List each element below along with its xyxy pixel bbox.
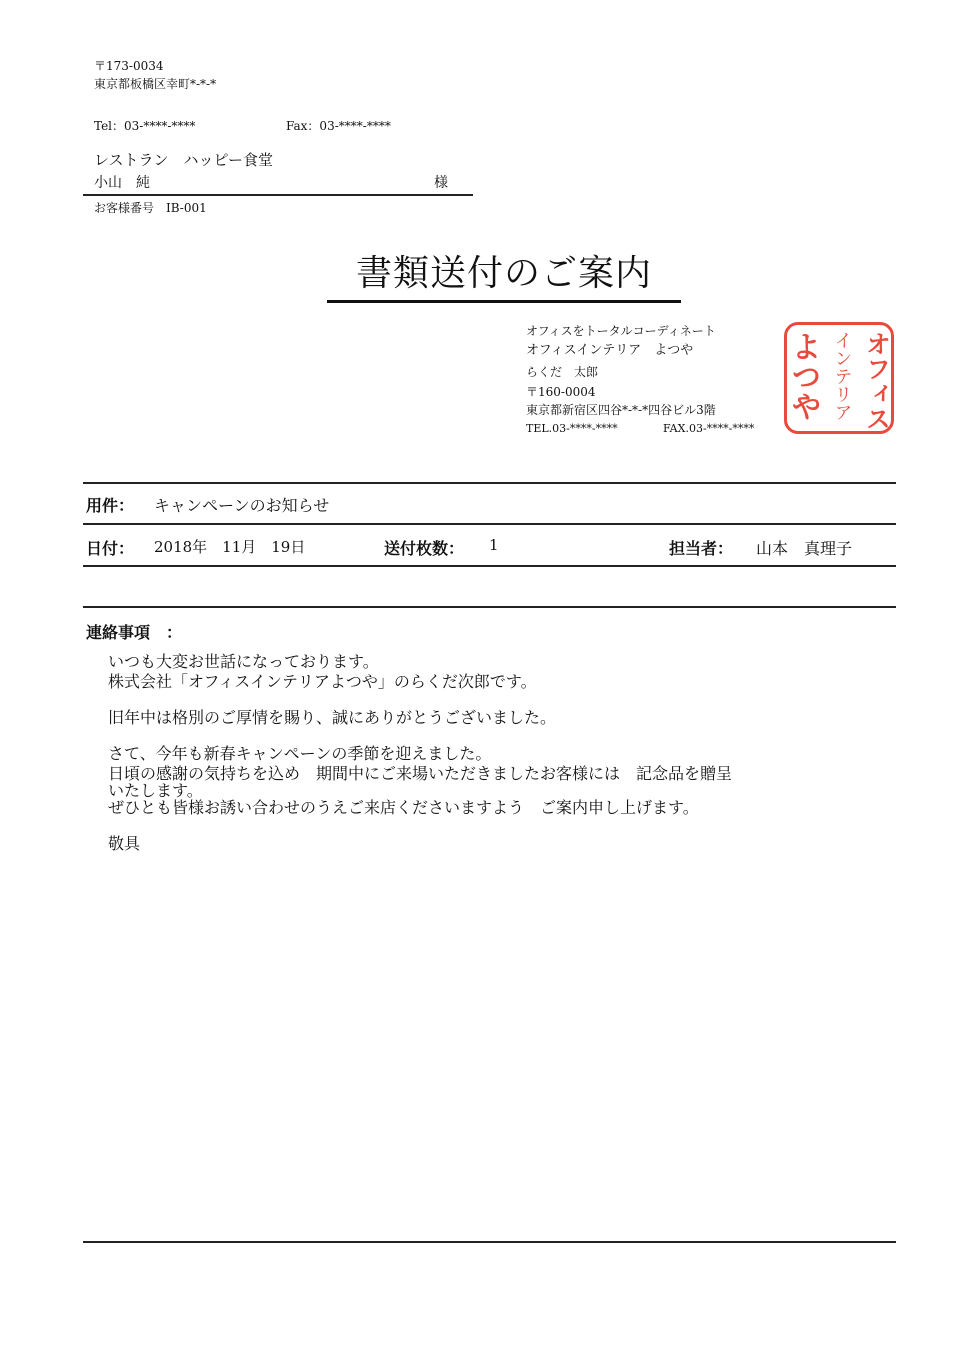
notes-line: 日頃の感謝の気持ちを込め 期間中にご来場いただきましたお客様には 記念品を贈呈 — [108, 764, 733, 783]
notes-line: 敬具 — [108, 834, 141, 853]
divider-notes — [83, 606, 896, 608]
notes-line: ぜひとも皆様お誘い合わせのうえご来店くださいますよう ご案内申し上げます。 — [108, 798, 699, 817]
recipient-company: レストラン ハッピー食堂 — [94, 151, 273, 169]
notes-body — [108, 652, 888, 854]
notes-line: 旧年中は格別のご厚情を賜り、誠にありがとうございました。 — [108, 708, 557, 727]
pages-label: 送付枚数： — [384, 539, 465, 558]
divider-info — [83, 565, 896, 567]
notes-line — [108, 692, 888, 708]
recipient-tel: Tel：03-****-**** — [94, 119, 196, 133]
sender-tagline: オフィスをトータルコーディネート — [526, 324, 716, 338]
sender-tel: TEL.03-****-**** — [526, 422, 618, 435]
notes-line: いたします。 — [108, 781, 203, 800]
divider-top — [83, 482, 896, 484]
seal-col-office: オフィス — [862, 331, 891, 431]
pages-value: 1 — [489, 536, 499, 554]
sender-person: らくだ 太郎 — [526, 365, 599, 379]
page-title: 書類送付のご案内 — [355, 253, 652, 294]
notes-label: 連絡事項 ： — [86, 623, 183, 642]
contact-value: 山本 真理子 — [756, 539, 853, 558]
notes-line: さて、今年も新春キャンペーンの季節を迎えました。 — [108, 744, 492, 763]
sender-fax: FAX.03-****-**** — [663, 422, 755, 435]
seal-col-interior: インテリア — [831, 331, 853, 421]
subject-label: 用件： — [86, 496, 135, 515]
recipient-fax: Fax：03-****-**** — [286, 119, 391, 133]
divider-bottom — [83, 1241, 896, 1243]
customer-number: お客様番号 IB-001 — [94, 201, 207, 215]
date-value: 2018年 11月 19日 — [154, 538, 306, 556]
date-label: 日付： — [86, 539, 135, 558]
contact-label: 担当者： — [669, 539, 734, 558]
title-underline — [327, 300, 681, 303]
seal-icon — [787, 325, 891, 431]
notes-line: 株式会社「オフィスインテリアよつや」のらくだ次郎です。 — [108, 672, 537, 691]
notes-line — [108, 818, 888, 834]
sender-company: オフィスインテリア よつや — [526, 343, 694, 358]
seal-col-yotsuya: よつや — [787, 331, 821, 421]
recipient-underline — [83, 194, 473, 196]
notes-line — [108, 728, 888, 744]
sender-address: 東京都新宿区四谷*-*-*四谷ビル3階 — [526, 403, 716, 417]
recipient-honorific: 様 — [434, 175, 448, 191]
subject-value: キャンペーンのお知らせ — [154, 496, 330, 515]
sender-postal: 〒160-0004 — [526, 385, 596, 399]
notes-line: いつも大変お世話になっております。 — [108, 652, 379, 671]
recipient-address: 東京都板橋区幸町*-*-* — [94, 77, 217, 91]
recipient-person: 小山 純 — [94, 175, 150, 191]
divider-subject — [83, 523, 896, 525]
company-seal-stamp — [784, 322, 894, 434]
recipient-postal: 〒173-0034 — [94, 59, 164, 73]
